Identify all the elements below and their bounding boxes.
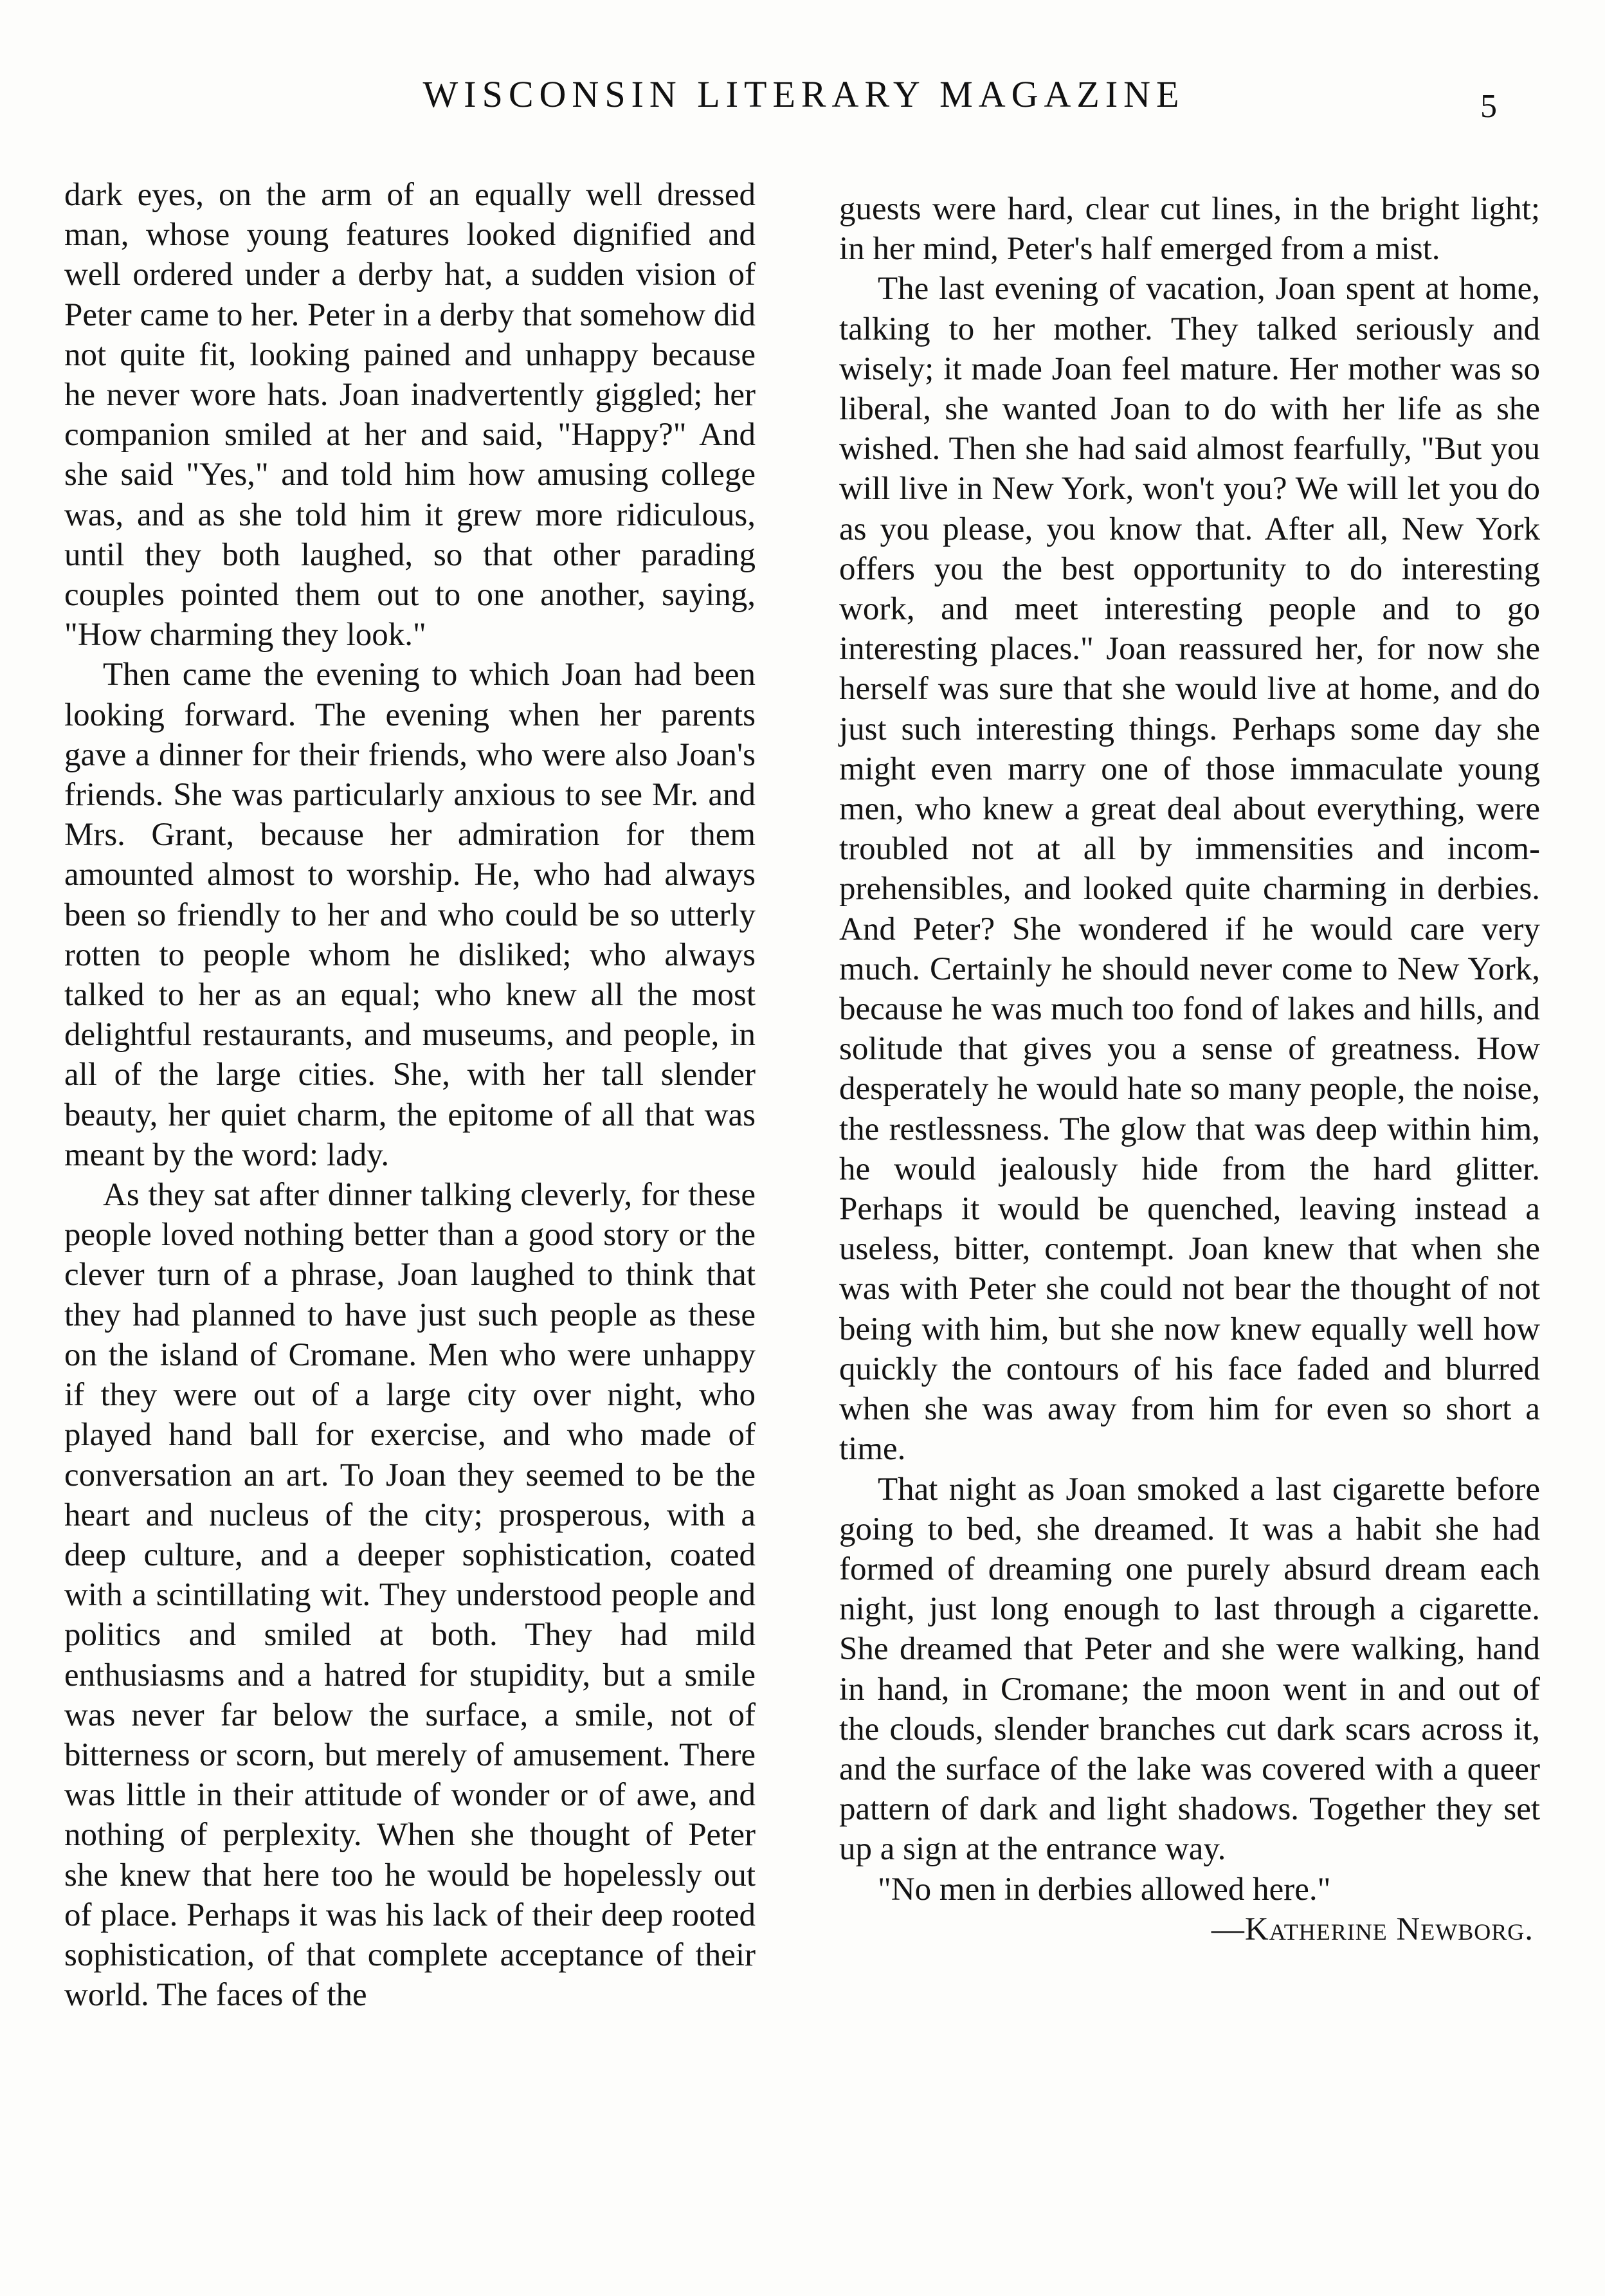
left-column (64, 175, 756, 2015)
author-signature: —Katherine Newborg. (1211, 1911, 1534, 1947)
running-head-title: WISCONSIN LITERARY MAGAZINE (422, 73, 1185, 115)
right-column (839, 189, 1540, 1949)
paragraph: That night as Joan smoked a last cigarette before going to bed, she dreamed. It was a habit she had formed of dreaming one purely absurd dream each night, just long enough to last through a cigarette. She dreamed that Peter and she were walking, hand in hand, in Cromane; the moon went in and out of the clouds, slender branches cut dark scars across it, and the surface of the lake was covered with a queer pattern of dark and light shadows. Together they set up a sign at the entrance way. (839, 1471, 1540, 1868)
paragraph: As they sat after dinner talking cleverly, for these people loved nothing better than a good story or the clever turn of a phrase, Joan laughed to think that they had planned to have just such people as these on the island of Cromane. Men who were unhappy if they were out of a large city over night, who played hand ball for exercise, and who made of conversation an art. To Joan they seemed to be the heart and nucleus of the city; prosperous, with a deep culture, and a deeper sophistication, coated with a scintillating wit. They understood people and politics and smiled at both. They had mild enthusiasms and a hatred for stupidity, but a smile was never far below the surface, a smile, not of bitterness or scorn, but merely of amusement. There was little in their attitude of wonder or of awe, and nothing of perplexity. When she thought of Peter she knew that here too he would be hopelessly out of place. Perhaps it was his lack of their deep rooted sophistication, of that complete acceptance of their world. The faces of the (64, 1177, 756, 2014)
paragraph: "No men in derbies allowed here." (878, 1871, 1331, 1908)
paragraph: Then came the evening to which Joan had been looking forward. The evening when her parents gave a dinner for their friends, who were also Joan's friends. She was particularly anxious to see Mr. and Mrs. Grant, because her admiration for them amounted almost to worship. He, who had always been so friendly to her and who could be so utterly rotten to people whom he disliked; who always talked to her as an equal; who knew all the most delightful restaurants, and museums, and people, in all of the large cities. She, with her tall slender beauty, her quiet charm, the epitome of all that was meant by the word: lady. (64, 657, 756, 1173)
paragraph: The last evening of vacation, Joan spent at home, talking to her mother. They talked seriously and wisely; it made Joan feel mature. Her mother was so liberal, she wanted Joan to do with her life as she wished. Then she had said almost fearfully, "But you will live in New York, won't you? We will let you do as you please, you know that. After all, New York offers you the best opportunity to do interesting work, and meet interesting people and to go interesting places." Joan reassured her, for now she herself was sure that she would live at home, and do just such interesting things. Perhaps some day she might even marry one of those immaculate young men, who knew a great deal about everything, were troubled not at all by immensities and incomprehensibles, and looked quite charming in derbies. And Peter? She wondered if he would care very much. Certainly he should never come to New York, because he was much too fond of lakes and hills, and solitude that gives you a sense of greatness. How desperately he would hate so many people, the noise, the restlessness. The glow that was deep within him, he would jealously hide from the hard glitter. Perhaps it would be quenched, leaving instead a useless, bitter, contempt. Joan knew that when she was with Peter she could not bear the thought of not being with him, but she now knew equally well how quickly the contours of his face faded and blurred when she was away from him for even so short a time. (839, 271, 1540, 1468)
paragraph: dark eyes, on the arm of an equally well dressed man, whose young features looked dignified and well ordered under a derby hat, a sudden vision of Peter came to her. Peter in a derby that somehow did not quite fit, looking pained and unhappy because he never wore hats. Joan inadvertently giggled; her companion smiled at her and said, "Happy?" And she said "Yes," and told him how amusing college was, and as she told him it grew more ridiculous, until they both laughed, so that other parading couples pointed them out to one another, saying, "How charming they look." (64, 177, 756, 653)
paragraph: guests were hard, clear cut lines, in the bright light; in her mind, Peter's half emerged from a mist. (839, 191, 1540, 268)
page-number: 5 (1480, 88, 1497, 125)
